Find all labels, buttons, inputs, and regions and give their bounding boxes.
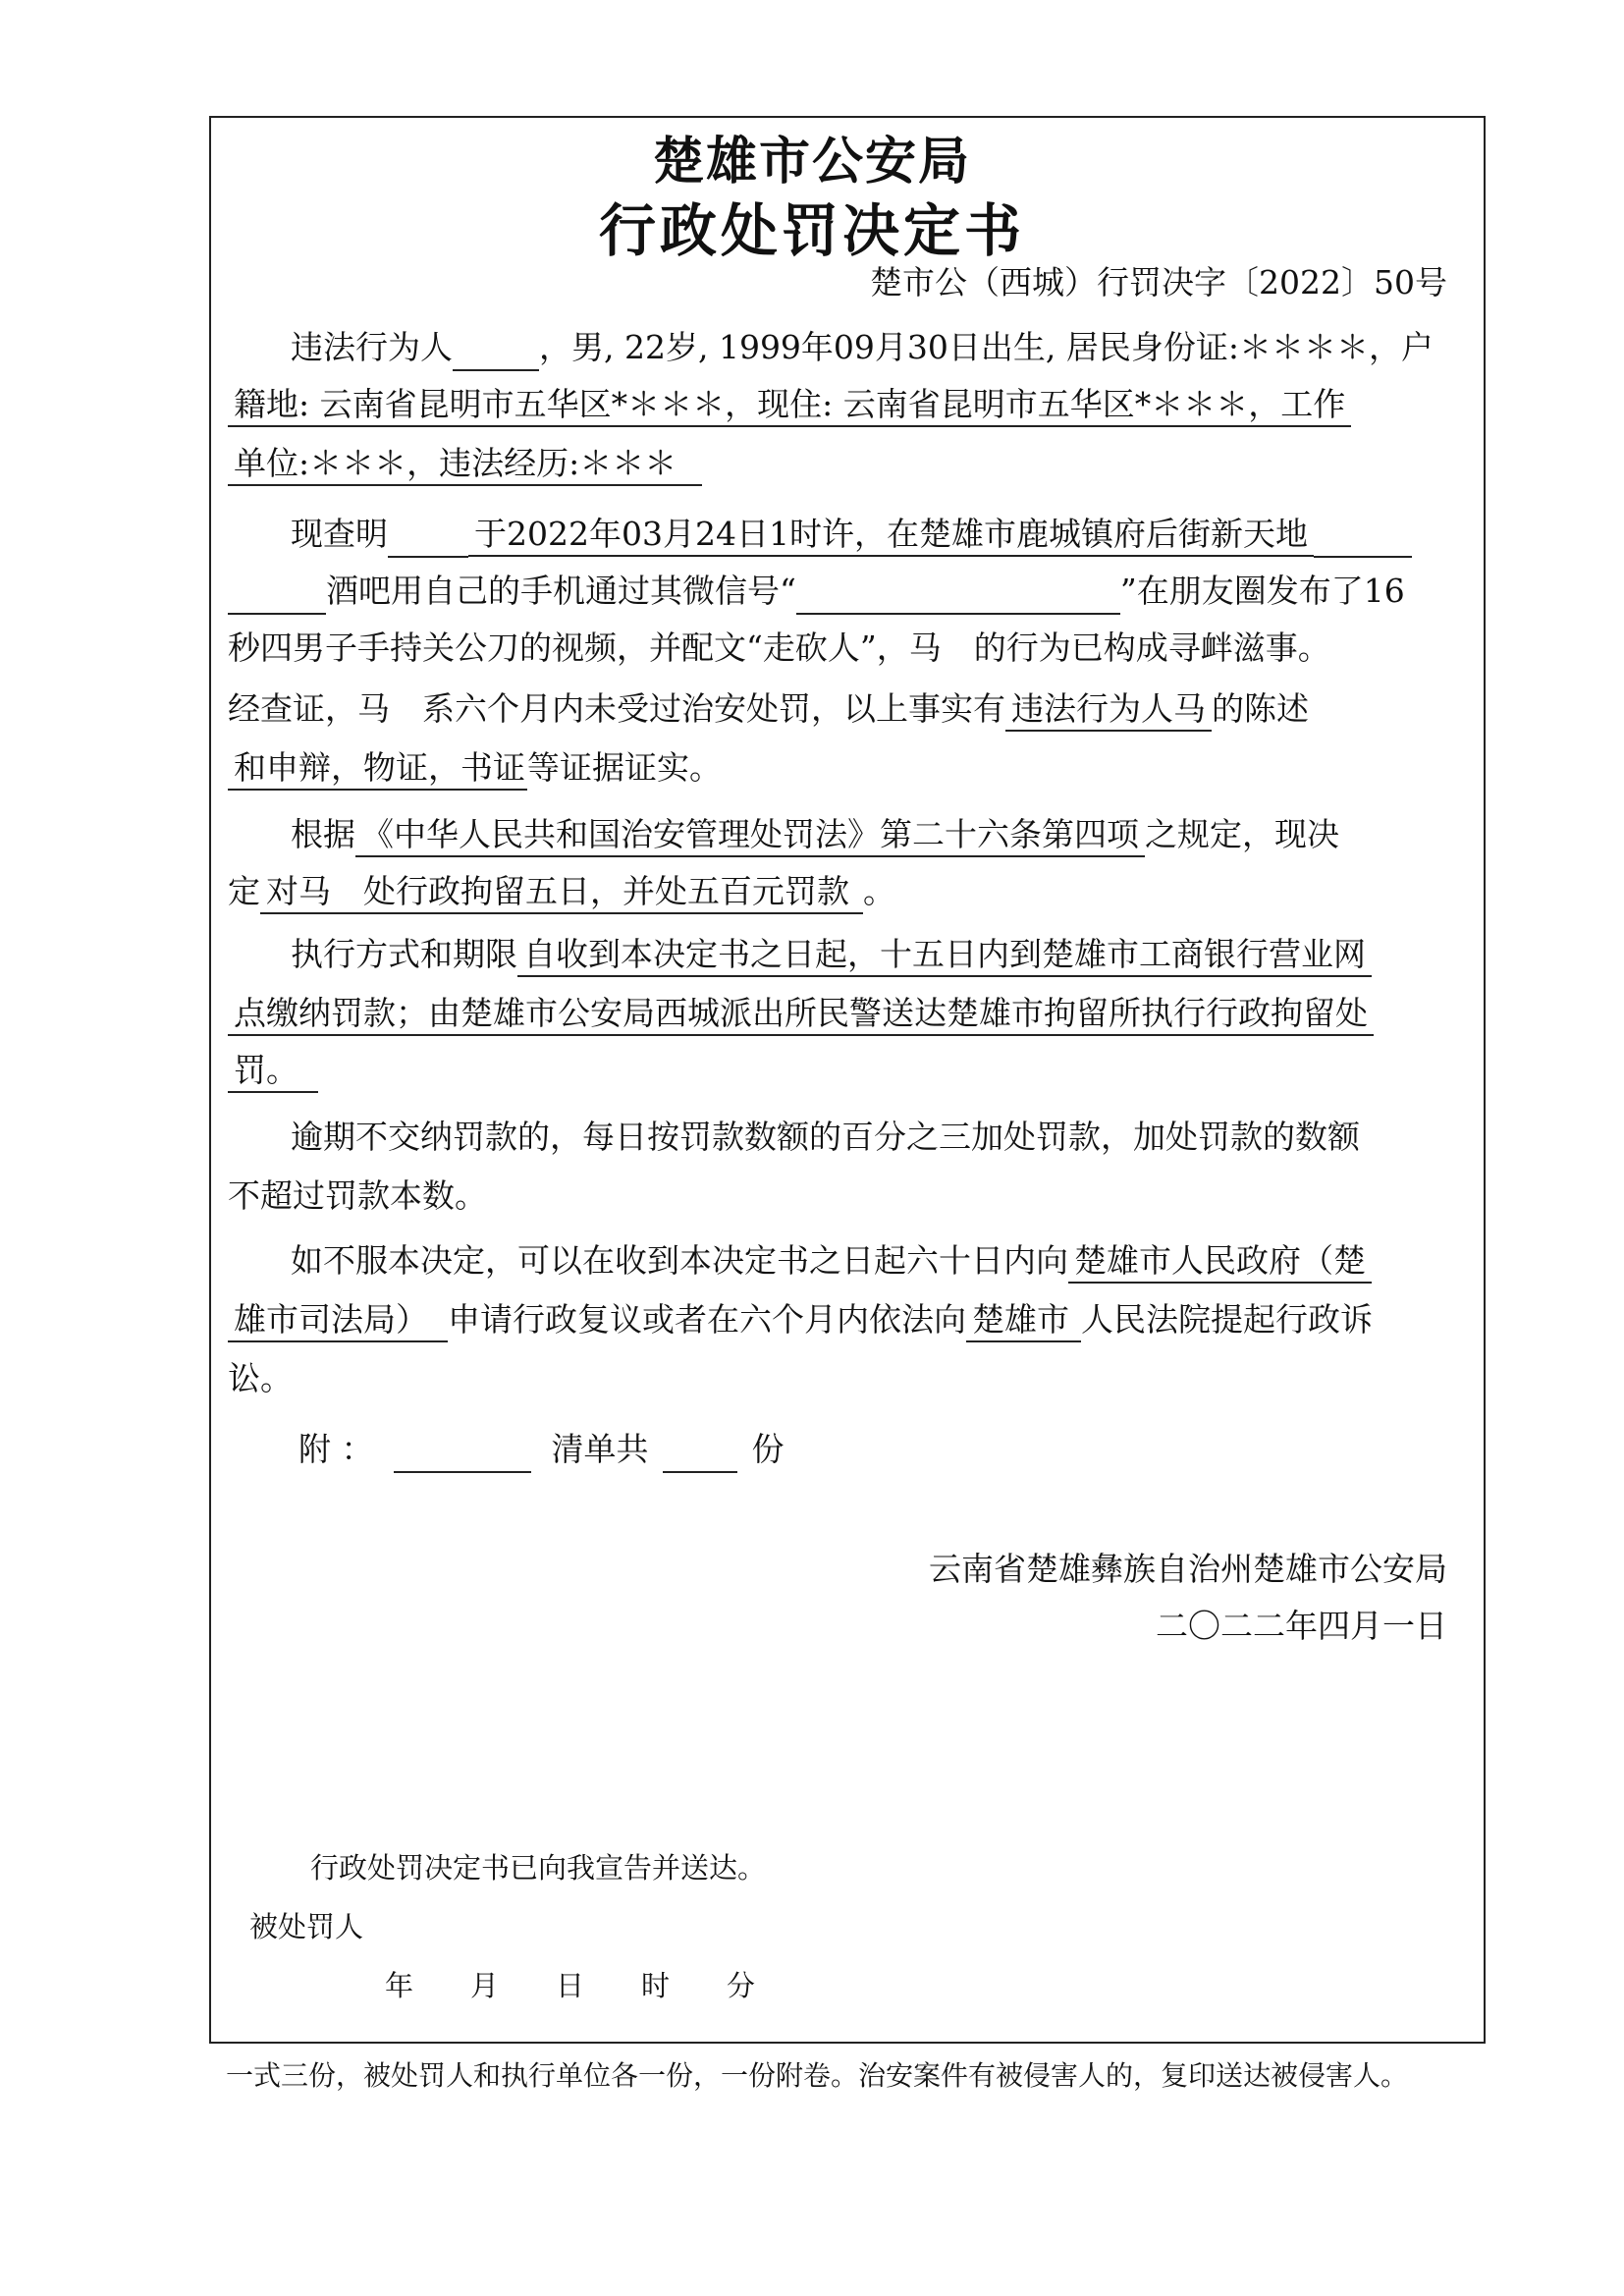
body-line-2: 籍地: 云南省昆明市五华区*＊＊＊，现住: 云南省昆明市五华区*＊＊＊，工作	[228, 381, 1445, 428]
body-line-7: 经查证，马 系六个月内未受过治安处罚，以上事实有 违法行为人马 的陈述	[228, 685, 1445, 733]
body-line-13: 罚。	[228, 1047, 1445, 1094]
document-number: 楚市公（西城）行罚决字〔2022〕50号	[870, 263, 1447, 301]
signature-organization: 云南省楚雄彝族自治州楚雄市公安局	[929, 1550, 1447, 1588]
body-line-16: 如不服本决定，可以在收到本决定书之日起六十日内向 楚雄市人民政府（楚	[291, 1237, 1508, 1285]
attachment-line: 附 ： 清单共 份	[298, 1426, 1516, 1473]
body-line-8: 和申辩，物证，书证等证据证实。	[228, 744, 1445, 792]
signature-date: 二〇二二年四月一日	[1156, 1607, 1447, 1645]
body-line-12: 点缴纳罚款；由楚雄市公安局西城派出所民警送达楚雄市拘留所执行行政拘留处	[228, 990, 1445, 1037]
recipient-label: 被处罚人	[249, 1910, 364, 1943]
body-line-4: 现查明 于2022年03月24日1时许，在楚雄市鹿城镇府后街新天地	[291, 511, 1508, 558]
body-line-3: 单位:＊＊＊，违法经历:＊＊＊	[228, 440, 1445, 487]
body-line-15: 不超过罚款本数。	[228, 1176, 487, 1215]
body-line-10: 定 对马 处行政拘留五日，并处五百元罚款 。	[228, 868, 1445, 915]
count-blank	[663, 1438, 737, 1473]
body-line-1: 违法行为人 ，男, 22岁, 1999年09月30日出生, 居民身份证:＊＊＊＊，户	[291, 324, 1508, 371]
redacted-name-blank	[453, 336, 539, 371]
issuing-authority-title: 楚雄市公安局	[652, 132, 971, 191]
body-line-18: 讼。	[228, 1359, 293, 1397]
receipt-notice: 行政处罚决定书已向我宣告并送达。	[310, 1851, 767, 1885]
body-line-9: 根据 《中华人民共和国治安管理处罚法》第二十六条第四项 之规定，现决	[291, 811, 1508, 858]
receipt-datetime: 年 月 日 时 分	[385, 1969, 756, 2002]
body-line-14: 逾期不交纳罚款的，每日按罚款数额的百分之三加处罚款，加处罚款的数额	[291, 1118, 1360, 1156]
body-line-17: 雄市司法局） 申请行政复议或者在六个月内依法向 楚雄市 人民法院提起行政诉	[228, 1296, 1445, 1343]
footer-note: 一式三份，被处罚人和执行单位各一份，一份附卷。治安案件有被侵害人的，复印送达被侵害人。	[226, 2059, 1409, 2092]
body-line-11: 执行方式和期限 自收到本决定书之日起，十五日内到楚雄市工商银行营业网	[291, 931, 1508, 978]
body-line-5: 酒吧用自己的手机通过其微信号“ ”在朋友圈发布了16	[228, 568, 1445, 615]
attachment-blank	[394, 1438, 531, 1473]
body-line-6: 秒四男子手持关公刀的视频，并配文“走砍人”，马 的行为已构成寻衅滋事。	[228, 629, 1330, 667]
document-title: 行政处罚决定书	[598, 197, 1025, 264]
